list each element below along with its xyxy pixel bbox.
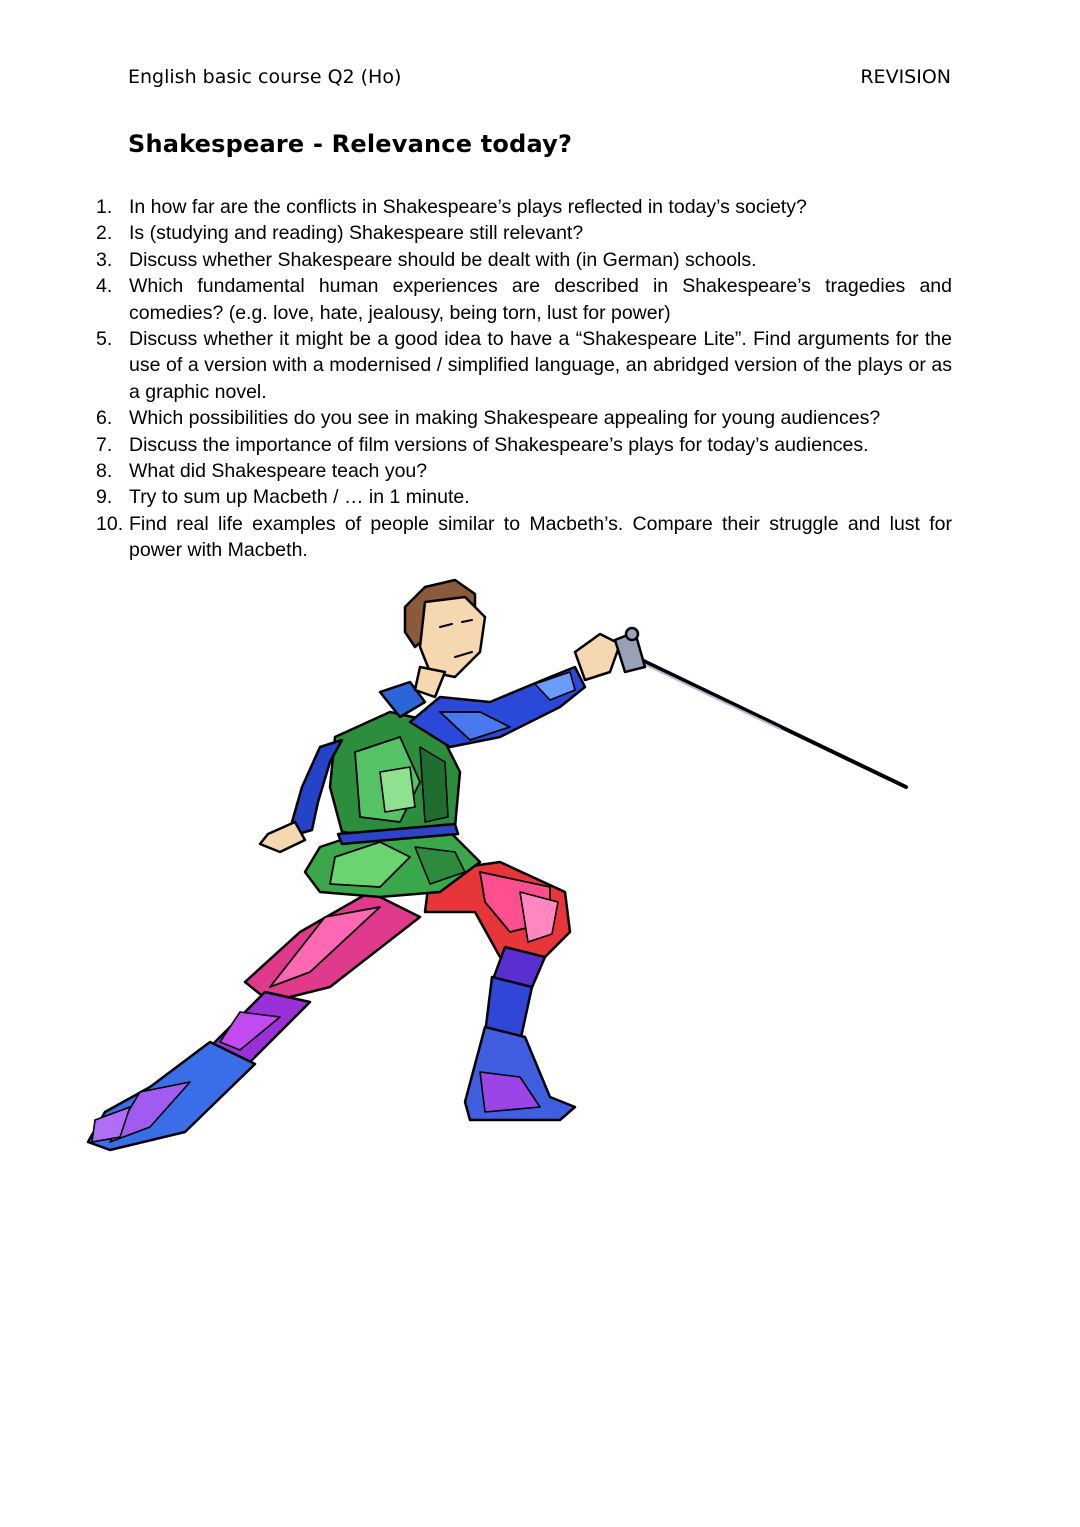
question-number: 8. [96,460,113,483]
list-item [96,405,952,431]
list-item [96,484,952,510]
question-number: 2. [96,222,113,245]
question-text: Discuss whether it might be a good idea to have a “Shakespeare Lite”. Find arguments for the use of a version with a modernised / simplified language, an abridged version of the plays or as a graphic novel. [129,328,952,403]
question-text: Discuss whether Shakespeare should be dealt with (in German) schools. [129,248,757,271]
question-text: Which fundamental human experiences are described in Shakespeare’s tragedies and comedies? (e.g. love, hate, jealousy, being torn, lust for power) [129,275,952,324]
question-text: Try to sum up Macbeth / … in 1 minute. [129,486,470,509]
list-item [96,511,952,564]
question-number: 7. [96,433,113,456]
question-list [96,194,952,564]
list-item [96,273,952,326]
question-number: 6. [96,407,113,430]
question-text: Which possibilities do you see in making Shakespeare appealing for young audiences? [129,407,881,430]
list-item [96,220,952,246]
question-number: 5. [96,328,113,351]
question-number: 10. [96,512,124,535]
question-text: Discuss the importance of film versions of Shakespeare’s plays for today’s audiences. [129,433,869,456]
fencer-illustration [80,572,920,1157]
list-item [96,432,952,458]
fencer-with-sword-icon [80,572,920,1157]
question-number: 1. [96,196,113,218]
course-header: English basic course Q2 (Ho) [128,66,402,88]
list-item [96,194,952,220]
question-number: 9. [96,486,113,509]
question-text: In how far are the conflicts in Shakespeare’s plays reflected in today’s society? [129,196,807,218]
question-text: Find real life examples of people similar to Macbeth’s. Compare their struggle and lust for power with Macbeth. [129,512,952,562]
revision-label: REVISION [860,66,951,88]
question-text: What did Shakespeare teach you? [129,460,428,483]
question-number: 4. [96,275,113,298]
list-item [96,458,952,484]
page-title: Shakespeare - Relevance today? [128,130,573,158]
question-text: Is (studying and reading) Shakespeare still relevant? [129,222,584,245]
list-item [96,326,952,405]
list-item [96,247,952,273]
question-number: 3. [96,248,113,271]
